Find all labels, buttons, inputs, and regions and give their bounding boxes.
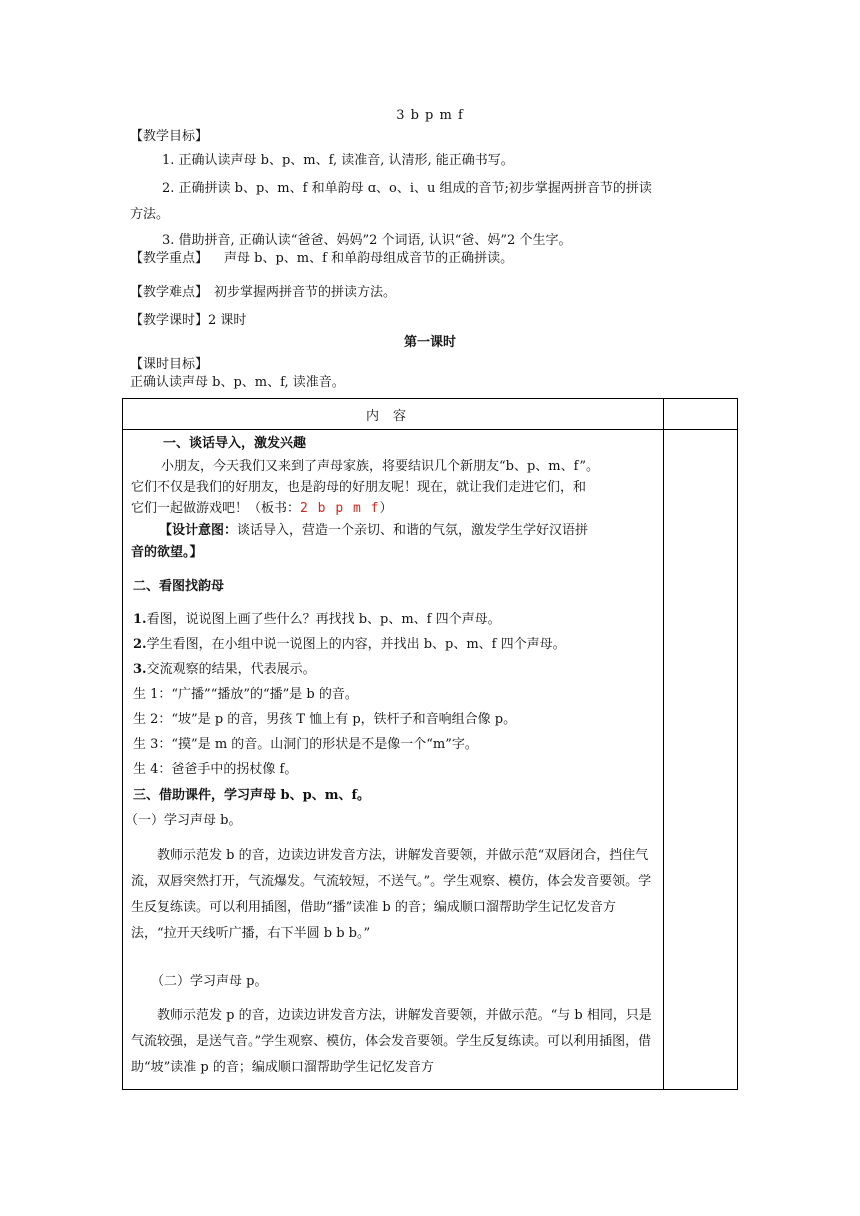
difficulty-label: 【教学难点】: [130, 285, 209, 300]
design-line-2: 音的欲望。】: [131, 545, 203, 560]
student-line-1: 生 1：“广播”“播放”的“播”是 b 的音。: [133, 687, 358, 702]
hours-label: 【教学课时】: [130, 313, 209, 328]
sub1-title: （一）学习声母 b。: [125, 813, 242, 828]
key-points-text: 声母 b、p、m、f 和单韵母组成音节的正确拼读。: [224, 251, 514, 266]
section2-title: 二、看图找韵母: [133, 579, 225, 594]
item-1-text: 看图，说说图上画了些什么？再找找 b、p、m、f 四个声母。: [146, 612, 501, 627]
section1-line-3: [131, 500, 657, 518]
item-3-num: 3.: [133, 662, 147, 677]
objective-3: 3. 借助拼音, 正确认读“爸爸、妈妈”2 个词语, 认识“爸、妈”2 个生字。: [162, 233, 572, 248]
hours: [130, 312, 246, 330]
section1-line-1: 小朋友，今天我们又来到了声母家族，将要结识几个新朋友“b、p、m、f”。: [161, 459, 600, 474]
difficulty: [130, 284, 396, 302]
section1-line-2: 它们不仅是我们的好朋友，也是韵母的好朋友呢！现在，就让我们走进它们，和: [131, 480, 587, 495]
lesson-objective-text: 正确认读声母 b、p、m、f, 读准音。: [130, 375, 345, 390]
key-points-label: 【教学重点】: [130, 251, 209, 266]
item-1-num: 1.: [133, 612, 147, 627]
objective-2: 2. 正确拼读 b、p、m、f 和单韵母 ɑ、o、i、u 组成的音节;初步掌握两拼音节的拼读: [162, 181, 652, 196]
content-table: [122, 398, 738, 1090]
sub2-paragraph: 教师示范发 p 的音，边读边讲发音方法，讲解发音要领，并做示范。“与 b 相同，只是气流较强，是送气音。”学生观察、模仿，体会发音要领。学生反复练读。可以利用插图，借助“坡”读准 p 的音；编成顺口溜帮助学生记忆发音方: [131, 1008, 652, 1075]
design-label: 【设计意图：: [159, 523, 238, 538]
board-text: 2 b p m f: [300, 501, 380, 516]
section2-item-1: [133, 611, 659, 629]
lesson-objective-heading: 【课时目标】: [130, 357, 209, 372]
section1-line-3-text: 它们一起做游戏吧！（板书：: [131, 501, 301, 516]
section1-title: 一、谈话导入，激发兴趣: [163, 436, 307, 451]
sub2-title: （二）学习声母 p。: [151, 974, 268, 989]
item-2-num: 2.: [133, 637, 147, 652]
objectives-heading: 【教学目标】: [130, 129, 209, 144]
objective-1: 1. 正确认读声母 b、p、m、f, 读准音, 认清形, 能正确书写。: [162, 153, 514, 168]
difficulty-text: 初步掌握两拼音节的拼读方法。: [214, 285, 397, 300]
key-points: [130, 250, 513, 268]
design-line-1: 谈话导入，营造一个亲切、和谐的气氛，激发学生学好汉语拼: [237, 523, 589, 538]
item-3-text: 交流观察的结果，代表展示。: [146, 662, 316, 677]
sub1-paragraph: 教师示范发 b 的音，边读边讲发音方法，讲解发音要领，并做示范“双唇闭合，挡住气流，双唇突然打开，气流爆发。气流较短，不送气。”。学生观察、模仿，体会发音要领。学生反复练读。可以利用插图，借助“播”读准 b 的音；编成顺口溜帮助学生记忆发音方法，“拉开天线听广播，右下半圆 b b b。”: [131, 848, 652, 941]
lesson-heading: 第一课时: [403, 335, 456, 350]
section3-title: 三、借助课件，学习声母 b、p、m、f。: [133, 788, 371, 803]
section2-item-2: [133, 636, 659, 654]
board-close: ）: [379, 501, 393, 516]
design-intent-line-1: [159, 522, 685, 540]
hours-text: 2 课时: [208, 313, 247, 328]
doc-title: 3 b p m f: [396, 108, 464, 123]
section2-item-3: [133, 661, 659, 679]
student-line-3: 生 3：“摸”是 m 的音。山洞门的形状是不是像一个“m”字。: [133, 737, 478, 752]
objective-2-cont: 方法。: [130, 207, 170, 222]
header-divider: [123, 429, 737, 430]
item-2-text: 学生看图，在小组中说一说图上的内容，并找出 b、p、m、f 四个声母。: [146, 637, 566, 652]
table-header: 内容: [365, 409, 420, 424]
student-line-4: 生 4：爸爸手中的拐杖像 f。: [133, 762, 298, 777]
student-line-2: 生 2：“坡”是 p 的音，男孩 T 恤上有 p，铁杆子和音响组合像 p。: [133, 712, 517, 727]
